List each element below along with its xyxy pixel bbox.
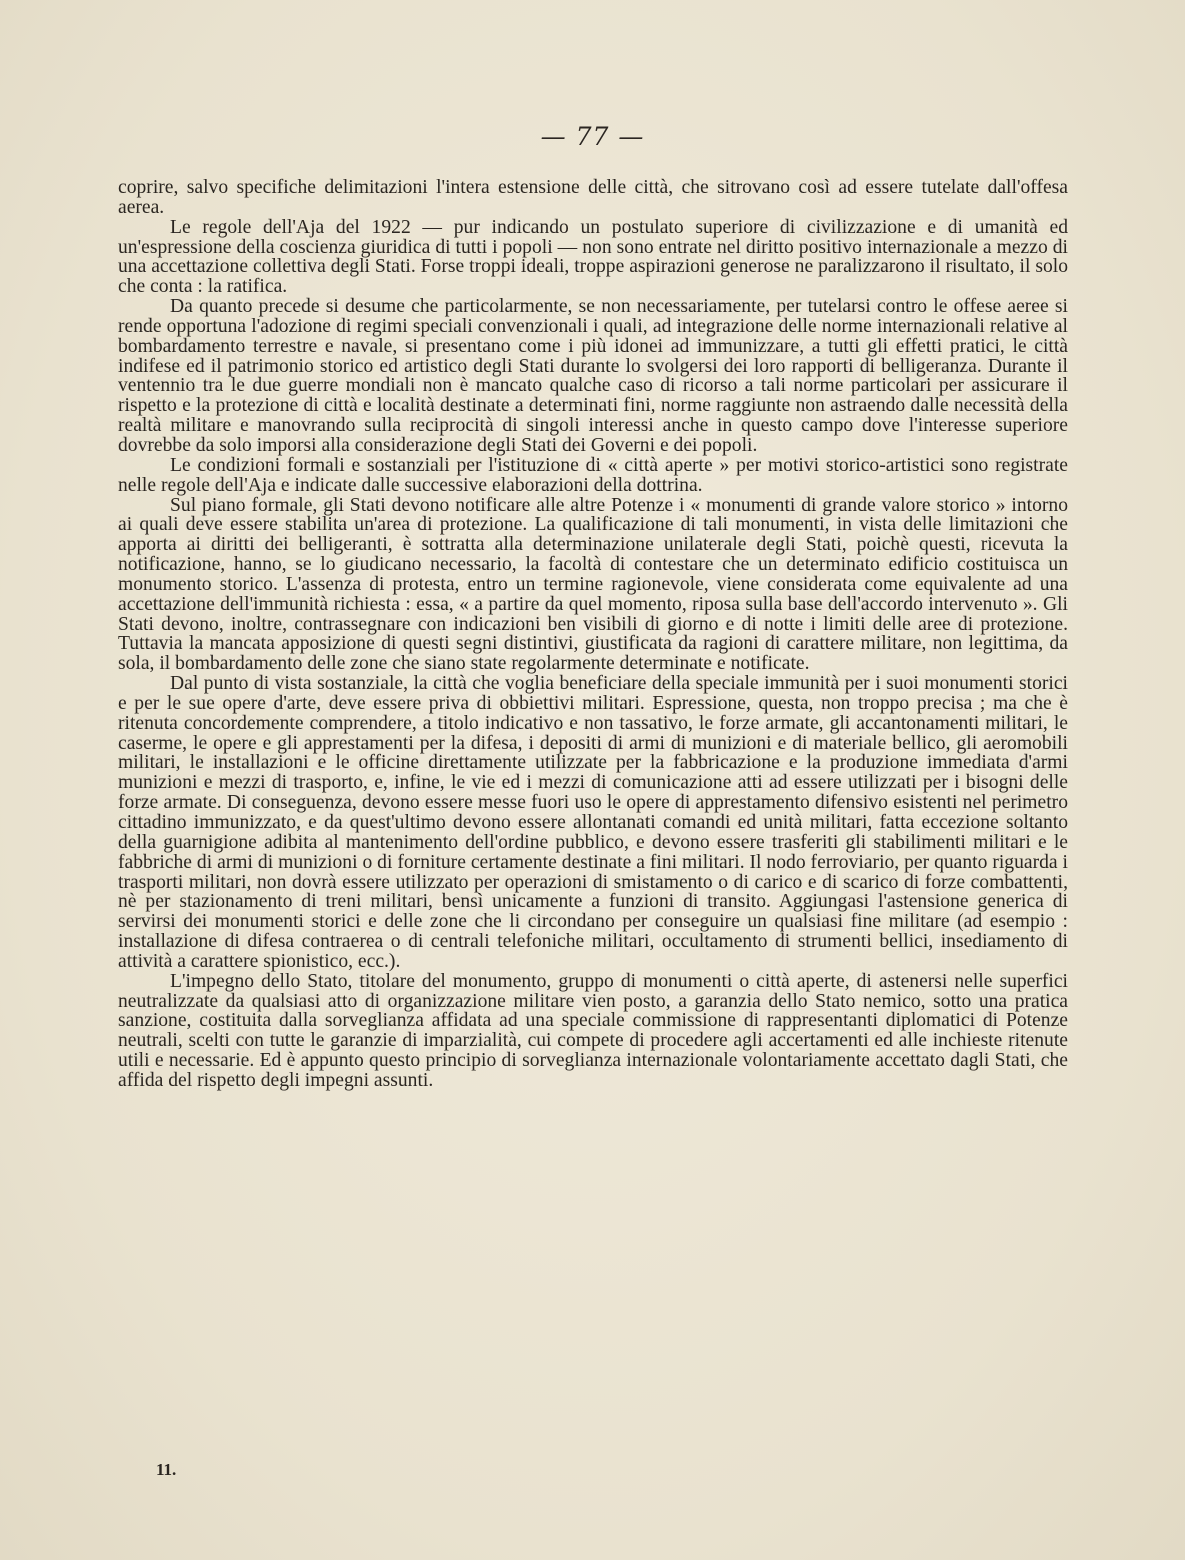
paragraph: L'impegno dello Stato, titolare del monumento, gruppo di monumenti o città aperte, di astenersi nelle superfici neutralizzate da qualsiasi atto di organizzazione militare vien posto, a garanzia dello Stato nemico, sotto una pratica sanzione, costituita dalla sorveglianza affidata ad una speciale commissione di rappresentanti diplomatici di Potenze neutrali, scelti con tutte le garanzie di imparzialità, cui compete di procedere agli accertamenti ed alle inchieste ritenute utili e necessarie. Ed è appunto questo principio di sorveglianza internazionale volontariamente accettato dagli Stati, che affida del rispetto degli impegni assunti. xyxy=(118,970,1068,1091)
paragraph: Sul piano formale, gli Stati devono notificare alle altre Potenze i « monumenti di grande valore storico » intorno ai quali deve essere stabilita un'area di protezione. La qualificazione di tali monumenti, in vista delle limitazioni che apporta ai diritti dei belligeranti, è sottratta alla determinazione unilaterale degli Stati, poichè questi, ricevuta la notificazione, hanno, se lo giudicano necessario, la facoltà di contestare che un determinato edificio costituisca un monumento storico. L'assenza di protesta, entro un termine ragionevole, viene considerata come equivalente ad una accettazione dell'immunità richiesta : essa, « a partire da quel momento, riposa sulla base dell'accordo intervenuto ». Gli Stati devono, inoltre, contrassegnare con indicazioni ben visibili di giorno e di notte i limiti delle aree di protezione. Tuttavia la mancata apposizione di questi segni distintivi, giustificata da ragioni di carattere militare, non legittima, da sola, il bombardamento delle zone che siano state regolarmente determinate e notificate. xyxy=(118,494,1068,675)
paragraph: Dal punto di vista sostanziale, la città che voglia beneficiare della speciale immunità per i suoi monumenti storici e per le sue opere d'arte, deve essere priva di obbiettivi militari. Espressione, questa, non troppo precisa ; ma che è ritenuta concordemente comprendere, a titolo indicativo e non tassativo, le forze armate, gli accantonamenti militari, le caserme, le opere e gli apprestamenti per la difesa, i depositi di armi di munizioni e di materiale bellico, gli aeromobili militari, le installazioni e le officine direttamente utilizzate per la fabbricazione e la produzione immediata d'armi munizioni e mezzi di trasporto, e, infine, le vie ed i mezzi di comunicazione atti ad essere utilizzati per i bisogni delle forze armate. Di conseguenza, devono essere messe fuori uso le opere di apprestamento difensivo esistenti nel perimetro cittadino immunizzato, e da quest'ultimo devono essere allontanati comandi ed unità militari, fatta eccezione soltanto della guarnigione adibita al mantenimento dell'ordine pubblico, e devono essere trasferiti gli stabilimenti militari e le fabbriche di armi di munizioni o di forniture certamente destinate a fini militari. Il nodo ferroviario, per quanto riguarda i trasporti militari, non dovrà essere utilizzato per operazioni di smistamento o di carico e di scarico di forze combattenti, nè per stazionamento di treni militari, bensì unicamente a funzioni di transito. Aggiungasi l'astensione generica di servirsi dei monumenti storici e delle zone che li circondano per conseguire un qualsiasi fine militare (ad esempio : installazione di difesa contraerea o di centrali telefoniche militari, occultamento di strumenti bellici, insediamento di attività a carattere spionistico, ecc.). xyxy=(118,673,1068,972)
signature-mark: 11. xyxy=(156,1460,177,1479)
page-number: — 77 — xyxy=(540,122,645,151)
paragraph: Le regole dell'Aja del 1922 — pur indicando un postulato superiore di civilizzazione e di umanità ed un'espressione della coscienza giuridica di tutti i popoli — non sono entrate nel diritto positivo internazionale a mezzo di una accettazione collettiva degli Stati. Forse troppi ideali, troppe aspirazioni generose ne paralizzarono il risultato, il solo che conta : la ratifica. xyxy=(118,216,1068,298)
paragraph: Da quanto precede si desume che particolarmente, se non necessariamente, per tutelarsi contro le offese aeree si rende opportuna l'adozione di regimi speciali convenzionali i quali, ad integrazione delle norme internazionali relative al bombardamento terrestre e navale, si presentano come i più idonei ad immunizzare, a tutti gli effetti pratici, le città indifese ed il patrimonio storico ed artistico degli Stati durante lo svolgersi dei loro rapporti di belligeranza. Durante il ventennio tra le due guerre mondiali non è mancato qualche caso di ricorso a tali norme particolari per assicurare il rispetto e la protezione di città e località destinate a determinati fini, norme raggiunte non astraendo dalle necessità della realtà militare e manovrando sulla reciprocità di singoli interessi anche in questo campo dove l'interesse superiore dovrebbe da solo imporsi alla considerazione degli Stati dei Governi e dei popoli. xyxy=(118,296,1068,456)
paragraph: coprire, salvo specifiche delimitazioni l'intera estensione delle città, che sitrovano così ad essere tutelate dall'offesa aerea. xyxy=(118,177,1068,218)
paragraph: Le condizioni formali e sostanziali per l'istituzione di « città aperte » per motivi storico-artistici sono registrate nelle regole dell'Aja e indicate dalle successive elaborazioni della dottrina. xyxy=(118,454,1068,496)
body-text xyxy=(118,178,1068,1091)
